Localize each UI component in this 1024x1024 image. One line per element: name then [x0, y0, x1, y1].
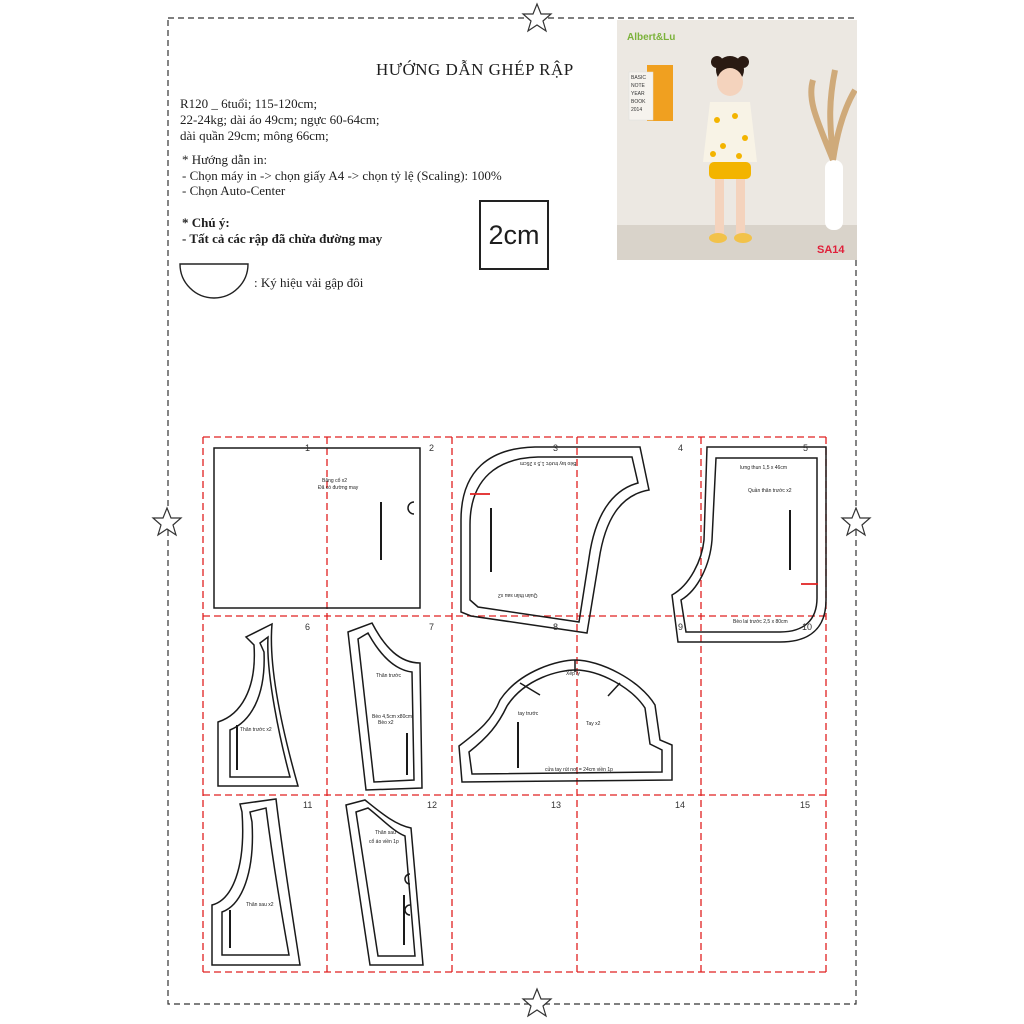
page-number: 12	[427, 800, 438, 810]
fold-legend-label: : Ký hiệu vải gập đôi	[254, 275, 364, 290]
scale-label: 2cm	[488, 219, 540, 250]
spec-line: dài quần 29cm; mông 66cm;	[180, 128, 329, 143]
book-line: BOOK	[631, 99, 646, 105]
page-number: 5	[803, 443, 809, 453]
page-number: 6	[305, 622, 311, 632]
piece-label: Băng cổ x2	[322, 478, 348, 484]
page-number: 8	[553, 622, 559, 632]
book-line: YEAR	[631, 91, 645, 97]
piece-label: Thân sau x2	[246, 902, 274, 908]
print-line: * Hướng dẫn in:	[182, 152, 268, 167]
product-code: SA14	[817, 244, 845, 256]
page-number: 4	[678, 443, 684, 453]
piece-label: Đã có đường may	[318, 485, 359, 491]
piece-label: Thân sau	[375, 830, 396, 836]
note-title: * Chú ý:	[182, 215, 230, 230]
piece-label: Bèo 4,5cm x80cm	[372, 714, 413, 720]
piece-label: Quần thân sau x2	[498, 592, 538, 598]
piece-label: Bèo lai trước 2,5 x 80cm	[733, 619, 788, 625]
piece-label: Quần thân trước x2	[748, 488, 792, 494]
piece-label: cửa tay rút nơi = 24cm viền 1p	[545, 767, 613, 773]
page-title: HƯỚNG DẪN GHÉP RẬP	[376, 60, 574, 79]
page-number: 2	[429, 443, 435, 453]
page-number: 1	[305, 443, 311, 453]
print-line: - Chọn máy in -> chọn giấy A4 -> chọn tỷ lệ (Scaling): 100%	[182, 167, 502, 183]
piece-label: Bèo x2	[378, 720, 394, 726]
page-number: 15	[800, 800, 811, 810]
page-number: 11	[303, 800, 313, 810]
note-text: - Tất cả các rập đã chừa đường may	[182, 231, 383, 246]
page-number: 13	[551, 800, 562, 810]
spec-line: 22-24kg; dài áo 49cm; ngực 60-64cm;	[180, 112, 380, 127]
spec-line: R120 _ 6tuổi; 115-120cm;	[180, 96, 318, 111]
book-line: BASIC	[631, 75, 647, 81]
page-number: 3	[553, 443, 559, 453]
piece-label: cổ áo viền 1p	[369, 839, 399, 845]
piece-label: lưng thun 1,5 x 46cm	[740, 465, 787, 471]
piece-label: Tay x2	[586, 721, 601, 727]
page-number: 10	[802, 622, 813, 632]
book-line: NOTE	[631, 83, 645, 89]
print-line: - Chọn Auto-Center	[182, 183, 286, 198]
book-line: 2014	[631, 107, 643, 113]
piece-label: Thân trước	[376, 673, 401, 679]
page-number: 9	[678, 622, 684, 632]
piece-label: Thân trước x2	[240, 727, 272, 733]
piece-label: Bèo tay trước 1,5 x 26cm	[520, 460, 577, 466]
page-number: 14	[675, 800, 686, 810]
brand-logo: Albert&Lu	[627, 32, 676, 43]
page-number: 7	[429, 622, 435, 632]
piece-label: Xếp ly	[566, 671, 580, 677]
piece-label: tay trước	[518, 711, 539, 717]
